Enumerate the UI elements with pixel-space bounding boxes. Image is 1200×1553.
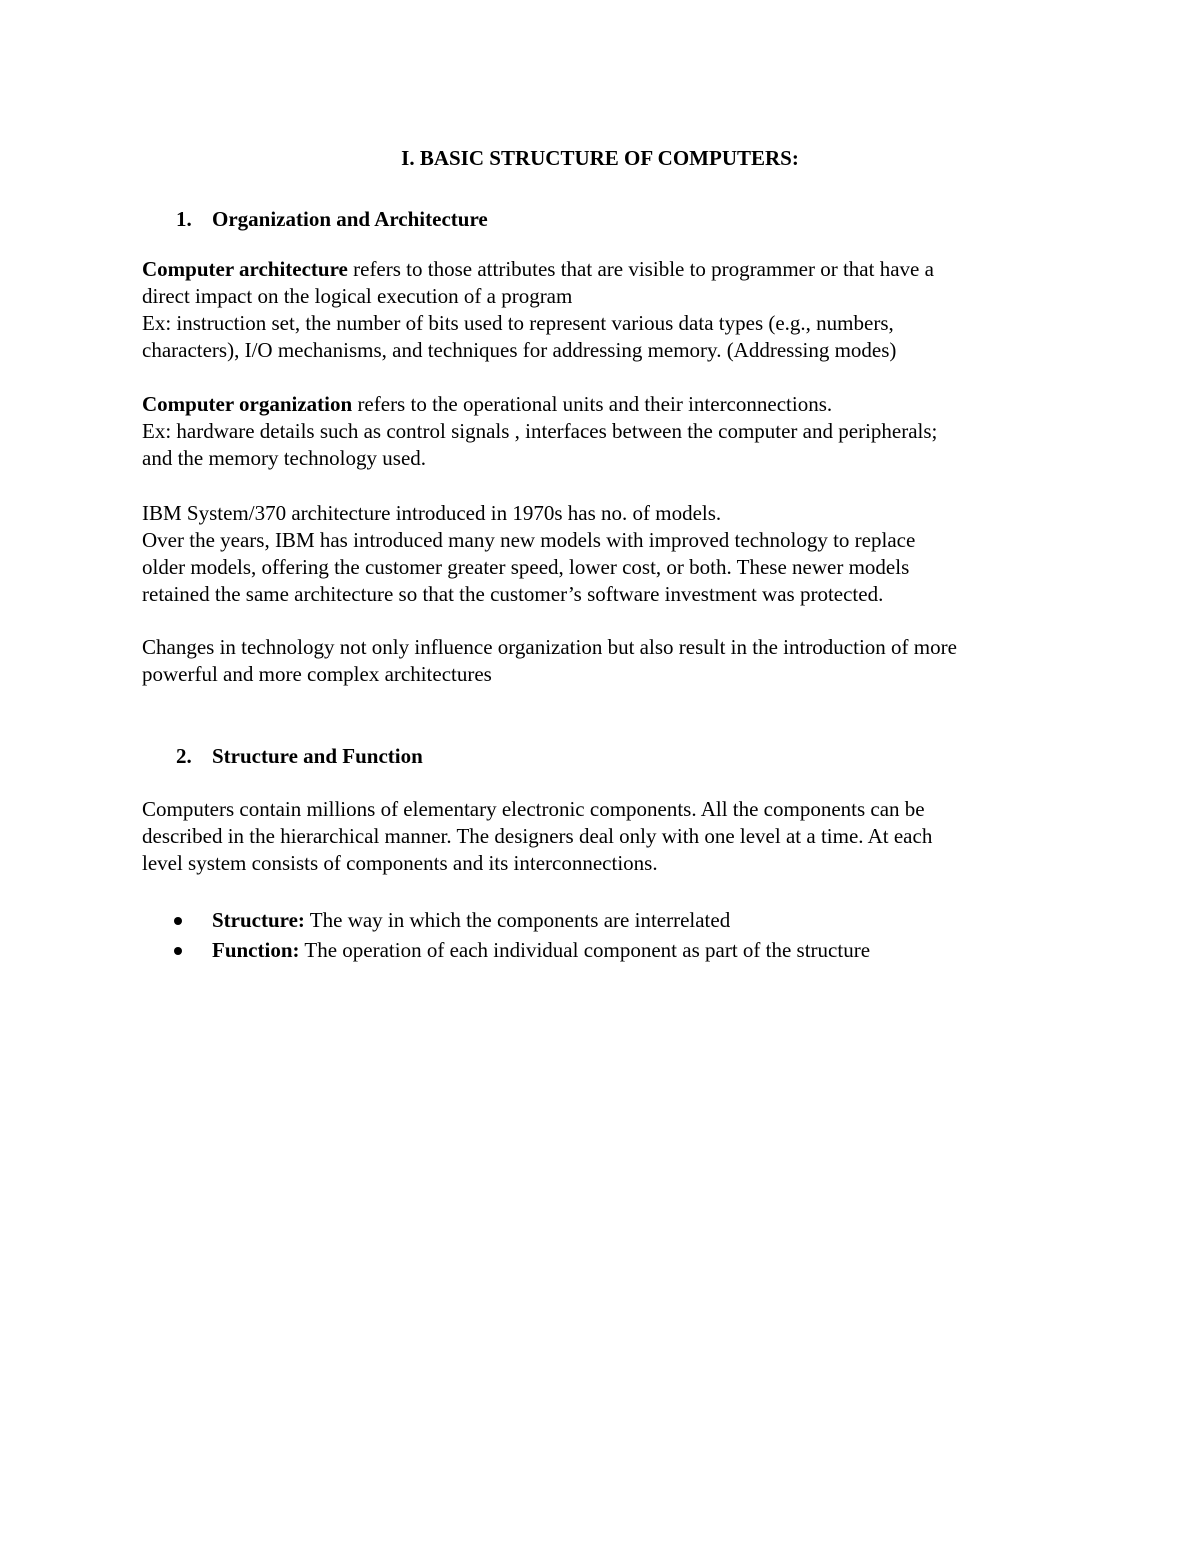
paragraph-line: level system consists of components and its interconnections. [142, 851, 658, 875]
paragraph-line: characters), I/O mechanisms, and techniques for addressing memory. (Addressing modes) [142, 338, 897, 362]
list-item [142, 905, 870, 935]
bullet-icon [174, 947, 182, 955]
section-title: Structure and Function [212, 744, 423, 768]
bullet-icon [174, 917, 182, 925]
document-title: I. BASIC STRUCTURE OF COMPUTERS: [401, 146, 799, 170]
section-title: Organization and Architecture [212, 207, 488, 231]
paragraph-line: direct impact on the logical execution of a program [142, 284, 573, 308]
paragraph-line: older models, offering the customer greater speed, lower cost, or both. These newer models [142, 555, 910, 579]
list-item [142, 935, 870, 965]
paragraph-line: powerful and more complex architectures [142, 662, 492, 686]
text-run: refers to those attributes that are visible to programmer or that have a [347, 257, 934, 281]
paragraph-line: described in the hierarchical manner. The designers deal only with one level at a time. At each [142, 824, 933, 848]
paragraph-line: retained the same architecture so that the customer’s software investment was protected. [142, 582, 884, 606]
text-run: refers to the operational units and their interconnections. [352, 392, 833, 416]
paragraph-line: Over the years, IBM has introduced many new models with improved technology to replace [142, 528, 916, 552]
paragraph-line [142, 256, 1072, 283]
paragraph-line: Changes in technology not only influence organization but also result in the introduction of more [142, 635, 957, 659]
term-computer-architecture: Computer architecture [142, 257, 348, 281]
bullet-text: The way in which the components are interrelated [304, 908, 731, 932]
section-number: 2. [176, 744, 192, 768]
term-computer-organization: Computer organization [142, 392, 353, 416]
section-number: 1. [176, 207, 192, 231]
paragraph-ibm-system-370 [142, 500, 1072, 608]
paragraph-line: and the memory technology used. [142, 446, 427, 470]
paragraph-line: Ex: instruction set, the number of bits used to represent various data types (e.g., numbers, [142, 311, 894, 335]
bullet-list [142, 905, 870, 965]
paragraph-computers-contain [142, 796, 1072, 877]
paragraph-changes-in-technology [142, 634, 1072, 688]
paragraph-computer-organization [142, 391, 1072, 472]
paragraph-line [142, 391, 1072, 418]
section-heading-organization-architecture [176, 206, 488, 232]
paragraph-computer-architecture [142, 256, 1072, 364]
bullet-term: Function: [212, 938, 300, 962]
bullet-text: The operation of each individual component as part of the structure [299, 938, 871, 962]
paragraph-line: Ex: hardware details such as control signals , interfaces between the computer and peripherals; [142, 419, 938, 443]
paragraph-line: IBM System/370 architecture introduced in 1970s has no. of models. [142, 501, 722, 525]
section-heading-structure-function [176, 743, 423, 769]
paragraph-line: Computers contain millions of elementary electronic components. All the components can be [142, 797, 925, 821]
bullet-term: Structure: [212, 908, 305, 932]
